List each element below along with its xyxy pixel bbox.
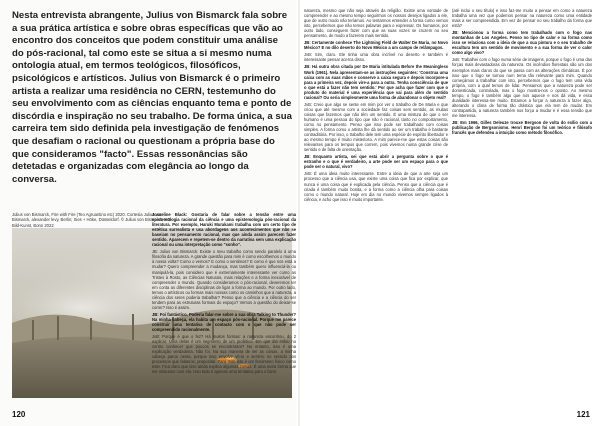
text-column-2 [304, 8, 448, 406]
answer-paragraph: JvB: Creio que algo se sente em mim por ver o trabalho de De Maria e que criou que até mesmo com a sociedade faz coisas sem sentido, as muitas coisas que fazemos que não têm um sentido. É uma mistura de que o ser humano é uma pessoa do tipo que não é racional, tanto no comportamento, como no pensamento. Penso que isso pode ser trabalhado com coisas simples. A forma como o artista lhe dá sentido ao ser um trabalho é bastante contraditória. Por isso, o trabalho dele tem uma espécie de espírito libertador e ao mesmo tempo é muito misterioso. A mim parece-me que estas coisas são relevantes para os tempos que correm, pois vivemos numa grande crise de sentido e de falta de orientação. [304, 101, 448, 153]
photo-caption: Julius von Bismarck, Fire with Fire (Teo Agruantino etc) 2020. Cortesia Julius von Bismarck, alexander levy, Berlin; Sies + Höke, Düsseldorf. © Julius von Bismarck, VG Bild-Kunst, Bonn 2022 [12, 212, 171, 228]
answer-paragraph: JB: Julius von Bismarck: Existe o meu trabalho como sendo paralelo à uma filosofia da natureza. A grande questão para mim é como escolhemos o mundo à nossa volta? Como o vemos? E como o sentimos? E como é que nos está a mudar? Quero compreender a mudança, mas também quero influenciá-la ou manipulá-la, pois considero que é extremamente interessante ver como as Tristes à Rosto, as Ciências Naturais, mais relações e a forma inexorável de compreender o mundo. Quando consideramos o pós-racional, deveremos ter em conta as diferentes disciplinas de ligar a forma ao mundo. Por outro lado, temos o artísticos ou formas mais nossas como os caminhos que a natureza, a ciência dos seres poderia trabalhar? Penso que a ciência e a ciência do ser tendem para as estruturas formais do espaço? Vemos a questão do deixar-se correr? Isso é assim. [152, 249, 296, 310]
intro-paragraph: Nesta entrevista abrangente, Julius von Bismarck fala sobre a sua prática artística e sobre obras específicas que vão ao encontro dos conceitos que podem constituir uma análise do pós-racional, tal como este se situa a si mesmo numa ontologia atual, em termos teológicos, filosóficos, psicológicos e artísticos. Julius von Bismarck é o primeiro artista a realizar uma residência no CERN, testemunho do seu envolvimento com as ciências enquanto tema e ponto de discórdia e inspiração no seu trabalho. De forma única, a sua carreira tem sido definida pela investigação de fenómenos que desafiam o racional ou questionam a própria base do que consideramos "facto". Essas ressonâncias são detetadas e organizadas com elegância ao longo da conversa. [12, 10, 292, 185]
question-paragraph: JB: Há outra obra citada por De Maria intitulada Before the Meaningless Work (1961). Nela apresentam-se as instruções seguintes: 'Construa uma caixa com as suas mãos e conserve a caixa segura e depois incorpore-a para a primeira vez, depois vire-a para a outra. Tenha consciência de que o que está a fazer não tem sentido.' Por que acha que fazer com que o produto do material é uma experiência que vai para além do sentido racional? Ou seria simplesmente uma forma de abandonar o objeto real? [304, 64, 448, 100]
question-paragraph: JB: Certamente conhece The Lightning Field de Walter De Maria, no Novo México? E no dilo deserto do Novo México a um campo de relâmpagos. [304, 40, 448, 51]
answer-paragraph: (até inclui o seu título) e isso faz-me muito a pensar em como a natureza trabalha uma vez que podemos pensar na natureza como uma entidade mais a ser compreendida. Em vez de pensar no seu trabalho da forma que está? [452, 8, 592, 29]
page-number-left: 120 [12, 410, 26, 419]
text-column-1 [152, 212, 296, 406]
text-column-3 [452, 8, 592, 406]
answer-paragraph: JvB: Trabalhei com o fogo numa série de imagens, porque o fogo é uma das forças mais devastadoras da natureza. Os incêndios florestais são um dos exemplos mais claros do que se passa com as alterações climáticas. É por isso que o fogo se tornou num tema tão relevante para mim. Quando começámos a trabalhar com isto, percebemos que o fogo tem uma vida própria, com a qual temos de lidar. Pensamos que a natureza pode ser domesticada, controlada, mas o fogo mostra-nos o oposto. Ao mesmo tempo, o fogo é também algo que nos aquece e nos dá vida, e essa dualidade interessa-me muito. Estamos a forçar a natureza a fazer algo, alterando o clima de forma tão drástica que ela tem de mudar. Em contrapartida, a natureza também nos força a mudar e é essa tensão que me interessa. [452, 57, 592, 118]
question-paragraph: Josseline Black: Gostaria de falar sobre a tensão entre uma epistemologia racional da ciência e uma epistemologia pós-racional da literatura. Por exemplo, Haruki Murakami trabalha com um certo tipo de estética surrealista e usa abordagens aos acontecimentos que não se baseiam no pensamento racional, mas que ainda assim parecem fazer sentido. Aparecem e repetem-se dentro da narrativa sem uma explicação racional ou uma interpretação como "sonho". [152, 212, 296, 248]
left-page [0, 0, 296, 426]
page-number-right: 121 [576, 410, 590, 419]
spine-gutter [298, 0, 300, 426]
question-paragraph: JB: Em 1966, Gilles Deleuze trouxe Bergson de volta do exílio com a publicação de Bergsonismo. Henri Bergson foi um teórico e filósofo francês que defendeu a intuição como método filosófico. [452, 119, 592, 136]
question-paragraph: JB: Enquanto artista, sei que está abrir a pergunta sobre o que é estranho e o que é verdadeiro, a arte pode ser um espaço para o que pode ser o natural, vivo? [304, 154, 448, 170]
answer-paragraph: JvB: É uma ideia muito interessante. Entre a ideia de que a arte seja um processo que a ciência usa, que existe uma coisa que fica por explicar, que nunca é uma coisa que é explicada pela ciência. Penso que a ciência que é criada é também muito bonita, e a forma como a ciência olha para coisas como o mundo natural. Hoje em dia no mundo vivemos sempre ligados à ciência, e acho que isso é muito importante. [304, 171, 448, 202]
question-paragraph: JB: Foi fantástico. Poderia falar-me sobre a sua obra Talking to Thunder? Na minha cabeça, ela habita um espaço pós-racional. Porque me parece construir uma tentativa de contacto com o que não pode ser compreendido racionalmente. [152, 311, 296, 333]
answer-paragraph: JvB: Porque é que o fez? Há muitos formas: a natureza encontrou, do 2 explicar. Uma delas é um segmento de um profético. Em que dia estou no centro conhecer que poucos se encontraram? No entanto, isso é uma explicação verdadeira. Não foi. Na sua maneira de ver as coisas, a minha cabeça parou nesta, porque isso envolve vê-lo e senti-lo no sentido dos processos que falamos, proposital. Para mim isto é um fenómeno físico como este. Fica claro que isso ainda explica algumas coisas. É uma outra forma que me relaciono com ela. Isso tudo é apenas uma tentativa para o fazer. [152, 334, 296, 375]
answer-paragraph: JvB: Sim, claro. Ele tinha uma obra incrível no deserto e também é interessante pensar acerca disso. [304, 52, 448, 63]
question-paragraph: JB: Mencionou a forma como tem trabalhado com o fogo nas montanhas de Los Angeles. Penso no tipo de calor e na forma como isso se relaciona com a ideia de que a sua pintura e o seu trabalho de escultura tem um sentido de movimento e a sua forma de ver o calor como algo vivo? [452, 30, 592, 56]
answer-paragraph: natureza, mesmo que não seja através da religião. Existe uma vontade de compreender e ao mesmo tempo seguirmos os nossos desejos ligados a ele, que de outro modo não teríamos. Ao tentarmos entender a forma como vemos isto, percebemos que não temos palavras para o expressar. Os humanos, por outro lado, conseguem fazer com que as suas vozes se cruzem no seu pensamento, de modo a fazerem mais sentido. [304, 8, 448, 39]
